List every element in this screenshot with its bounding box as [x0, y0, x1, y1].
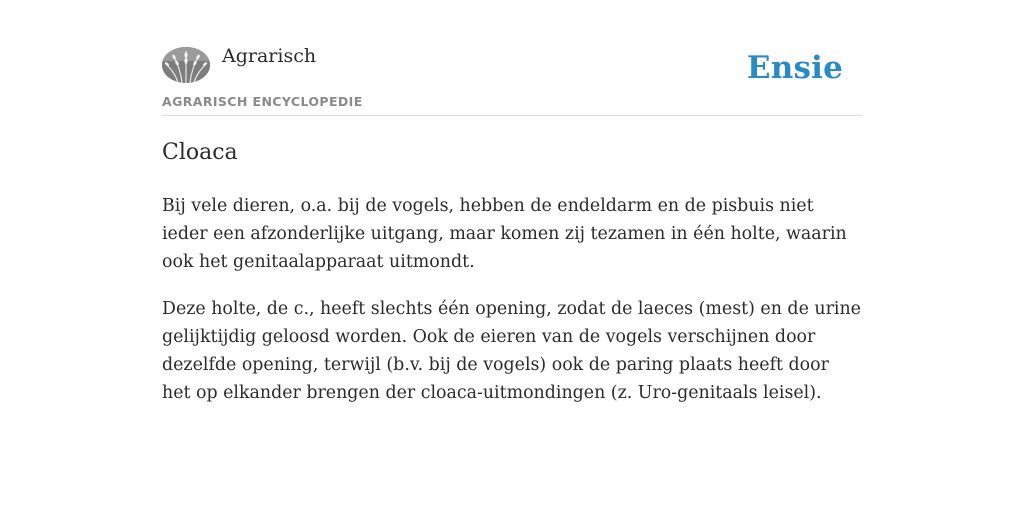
source-subtitle: AGRARISCH ENCYCLOPEDIE	[162, 94, 363, 109]
wheat-icon[interactable]	[162, 47, 210, 83]
article-paragraph: Bij vele dieren, o.a. bij de vogels, hebben de endeldarm en de pisbuis niet ieder een afzonderlijke uitgang, maar komen zij tezamen in één holte, waarin ook het genitaalapparaat uitmondt.	[162, 196, 847, 272]
brand-logo[interactable]: Ensie	[746, 50, 843, 86]
article-title: Cloaca	[162, 140, 238, 165]
header	[162, 44, 862, 116]
article-paragraph: Deze holte, de c., heeft slechts één opening, zodat de laeces (mest) en de urine gelijktijdig geloosd worden. Ook de eieren van de vogels verschijnen door dezelfde opening, terwijl (b.v. bij de vogels) ook de paring plaats heeft door het op elkander brengen der cloaca-uitmondingen (z. Uro-genitaals leisel).	[162, 299, 861, 403]
article-body	[162, 192, 862, 426]
source-name[interactable]: Agrarisch	[222, 45, 317, 67]
